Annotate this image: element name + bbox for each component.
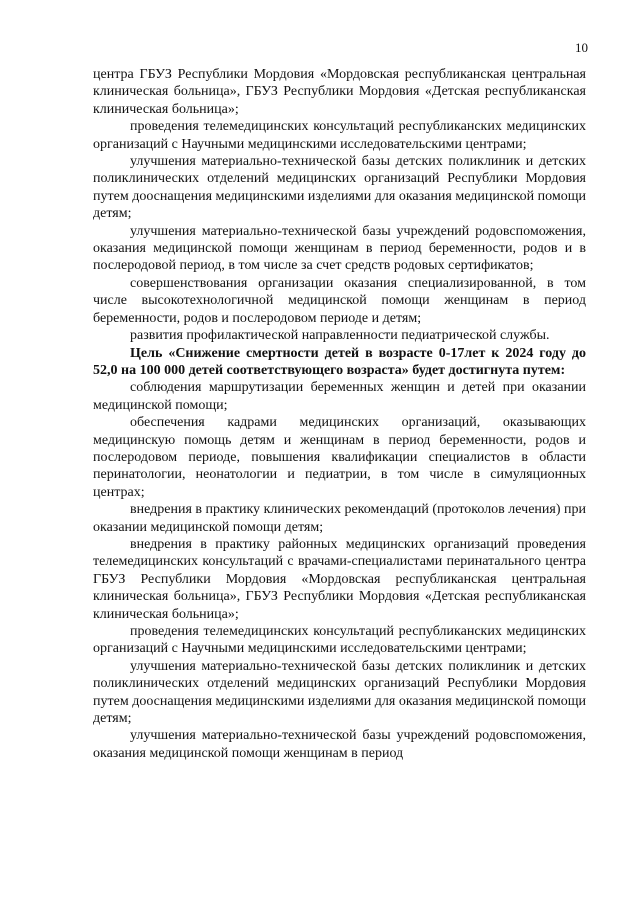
paragraph: соблюдения маршрутизации беременных женщин и детей при оказании медицинской помощи; — [93, 380, 586, 413]
paragraph: внедрения в практику клинических рекомендаций (протоколов лечения) при оказании медицинской помощи детям; — [93, 502, 586, 535]
paragraph: улучшения материально-технической базы детских поликлиник и детских поликлинических отделений медицинских организаций Республики Мордовия путем дооснащения медицинскими изделиями для оказания медицинской помощи детям; — [93, 154, 586, 222]
paragraph: внедрения в практику районных медицинских организаций проведения телемедицинских консультаций с врачами-специалистами перинатального центра ГБУЗ Республики Мордовия «Мордовская республиканская центральная клиническая больница», ГБУЗ Республики Мордовия «Детская республиканская клиническая больница»; — [93, 536, 586, 622]
document-body — [93, 66, 586, 762]
paragraph: улучшения материально-технической базы детских поликлиник и детских поликлинических отделений медицинских организаций Республики Мордовия путем дооснащения медицинскими изделиями для оказания медицинской помощи детям; — [93, 658, 586, 727]
paragraph: совершенствования организации оказания специализированной, в том числе высокотехнологичной медицинской помощи женщинам в период беременности, родов и послеродовом периоде и детям; — [93, 275, 586, 326]
goal-statement: Цель «Снижение смертности детей в возрасте 0-17лет к 2024 году до 52,0 на 100 000 детей соответствующего возраста» будет достигнута путем: — [93, 345, 586, 378]
page-number: 10 — [575, 40, 588, 55]
paragraph: улучшения материально-технической базы учреждений родовспоможения, оказания медицинской помощи женщинам в период — [93, 728, 586, 761]
paragraph: центра ГБУЗ Республики Мордовия «Мордовская республиканская центральная клиническая больница», ГБУЗ Республики Мордовия «Детская республиканская клиническая больница»; — [93, 67, 586, 117]
paragraph: развития профилактической направленности педиатрической службы. — [130, 328, 550, 344]
paragraph: проведения телемедицинских консультаций республиканских медицинских организаций с Научными медицинскими исследовательскими центрами; — [93, 119, 586, 152]
paragraph: проведения телемедицинских консультаций республиканских медицинских организаций с Научными медицинскими исследовательскими центрами; — [93, 624, 586, 657]
paragraph: улучшения материально-технической базы учреждений родовспоможения, оказания медицинской помощи женщинам в период беременности, родов и в послеродовой период, в том числе за счет средств родовых сертификатов; — [93, 223, 586, 274]
paragraph: обеспечения кадрами медицинских организаций, оказывающих медицинскую помощь детям и женщинам в период беременности, родов и послеродовом периоде, повышения квалификации специалистов в области перинатологии, неонатологии и педиатрии, в том числе в симуляционных центрах; — [93, 415, 586, 500]
